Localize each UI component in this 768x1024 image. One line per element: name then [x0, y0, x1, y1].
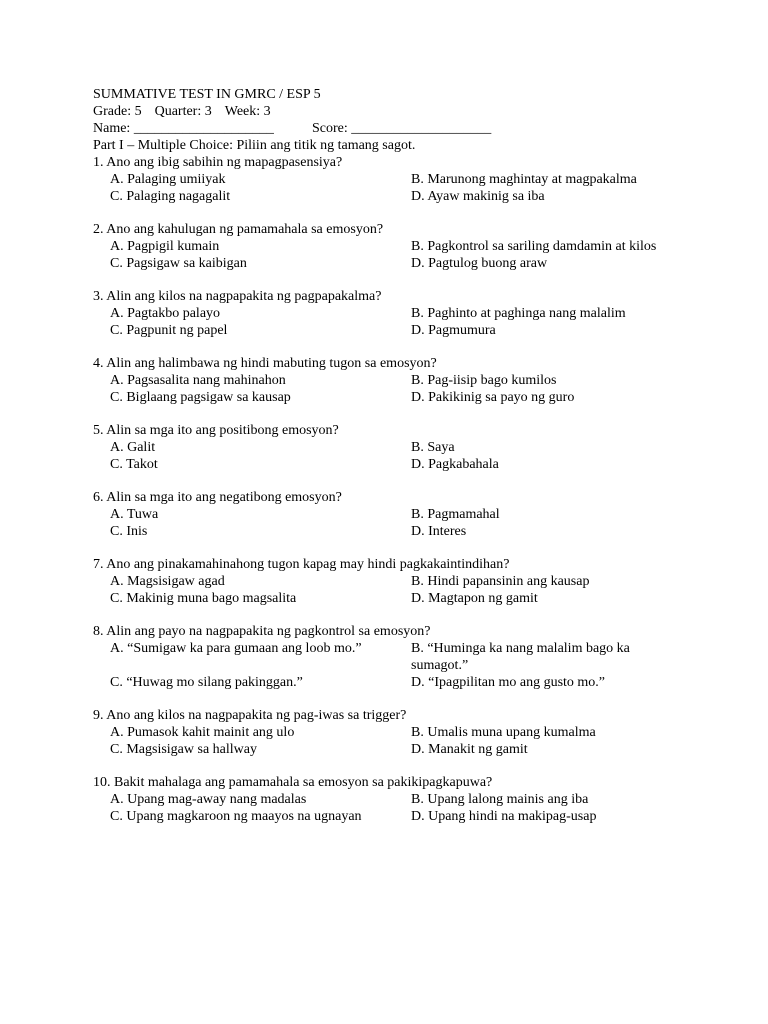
question-text: 10. Bakit mahalaga ang pamamahala sa emosyon sa pakikipagkapuwa?	[93, 775, 493, 790]
grade-quarter-week-row	[93, 103, 683, 120]
question-2	[93, 221, 683, 272]
spacer	[93, 607, 683, 623]
question-5	[93, 422, 683, 473]
week-label: Week: 3	[224, 104, 271, 119]
choice-a[interactable]: A. Magsisigaw agad	[110, 574, 225, 589]
choice-d[interactable]: D. Manakit ng gamit	[411, 742, 528, 757]
choice-d[interactable]: D. Pagmumura	[411, 323, 496, 338]
spacer	[93, 758, 683, 774]
choice-b[interactable]: B. Umalis muna upang kumalma	[411, 725, 596, 740]
choice-d[interactable]: D. Pakikinig sa payo ng guro	[411, 390, 575, 405]
choice-grid	[93, 791, 683, 825]
choice-a[interactable]: A. “Sumigaw ka para gumaan ang loob mo.”	[110, 641, 362, 656]
choice-grid	[93, 573, 683, 607]
choice-a[interactable]: A. Upang mag-away nang madalas	[110, 792, 307, 807]
choice-a[interactable]: A. Tuwa	[110, 507, 159, 522]
choice-grid	[93, 506, 683, 540]
question-10	[93, 774, 683, 825]
choice-d[interactable]: D. Magtapon ng gamit	[411, 591, 538, 606]
choice-c[interactable]: C. Magsisigaw sa hallway	[110, 742, 257, 757]
spacer	[93, 540, 683, 556]
choice-grid	[93, 640, 683, 691]
choice-a[interactable]: A. Galit	[110, 440, 156, 455]
choice-a[interactable]: A. Palaging umiiyak	[110, 172, 226, 187]
choice-d[interactable]: D. Interes	[411, 524, 467, 539]
question-text: 2. Ano ang kahulugan ng pamamahala sa emosyon?	[93, 222, 384, 237]
choice-grid	[93, 171, 683, 205]
question-text: 9. Ano ang kilos na nagpapakita ng pag-iwas sa trigger?	[93, 708, 407, 723]
choice-b[interactable]: B. “Huminga ka nang malalim bago ka sumagot.”	[411, 641, 630, 673]
spacer	[93, 406, 683, 422]
choice-c[interactable]: C. Pagsigaw sa kaibigan	[110, 256, 247, 271]
question-1	[93, 154, 683, 205]
name-field[interactable]: Name: ____________________	[93, 121, 274, 136]
choice-b[interactable]: B. Pagkontrol sa sariling damdamin at kilos	[411, 239, 657, 254]
choice-grid	[93, 724, 683, 758]
quarter-label: Quarter: 3	[154, 104, 212, 119]
choice-b[interactable]: B. Pagmamahal	[411, 507, 500, 522]
question-text: 8. Alin ang payo na nagpapakita ng pagkontrol sa emosyon?	[93, 624, 431, 639]
choice-a[interactable]: A. Pagpigil kumain	[110, 239, 220, 254]
choice-d[interactable]: D. Pagtulog buong araw	[411, 256, 548, 271]
choice-a[interactable]: A. Pumasok kahit mainit ang ulo	[110, 725, 295, 740]
grade-label: Grade: 5	[93, 104, 142, 119]
spacer	[93, 339, 683, 355]
score-field[interactable]: Score: ____________________	[312, 121, 492, 136]
choice-d[interactable]: D. Pagkabahala	[411, 457, 499, 472]
choice-c[interactable]: C. Takot	[110, 457, 158, 472]
question-text: 4. Alin ang halimbawa ng hindi mabuting tugon sa emosyon?	[93, 356, 437, 371]
question-8	[93, 623, 683, 691]
choice-c[interactable]: C. Upang magkaroon ng maayos na ugnayan	[110, 809, 362, 824]
choice-grid	[93, 238, 683, 272]
question-text: 3. Alin ang kilos na nagpapakita ng pagpapakalma?	[93, 289, 382, 304]
question-3	[93, 288, 683, 339]
choice-a[interactable]: A. Pagtakbo palayo	[110, 306, 221, 321]
choice-a[interactable]: A. Pagsasalita nang mahinahon	[110, 373, 286, 388]
document-title: SUMMATIVE TEST IN GMRC / ESP 5	[93, 87, 321, 102]
question-7	[93, 556, 683, 607]
question-text: 1. Ano ang ibig sabihin ng mapagpasensiya?	[93, 155, 343, 170]
choice-d[interactable]: D. “Ipagpilitan mo ang gusto mo.”	[411, 675, 606, 690]
choice-c[interactable]: C. “Huwag mo silang pakinggan.”	[110, 675, 303, 690]
choice-grid	[93, 305, 683, 339]
name-score-row	[93, 120, 683, 137]
question-text: 5. Alin sa mga ito ang positibong emosyon?	[93, 423, 339, 438]
choice-b[interactable]: B. Paghinto at paghinga nang malalim	[411, 306, 626, 321]
choice-c[interactable]: C. Biglaang pagsigaw sa kausap	[110, 390, 291, 405]
question-list	[93, 154, 683, 825]
spacer	[93, 272, 683, 288]
choice-c[interactable]: C. Pagpunit ng papel	[110, 323, 228, 338]
question-6	[93, 489, 683, 540]
question-text: 6. Alin sa mga ito ang negatibong emosyon?	[93, 490, 342, 505]
spacer	[93, 473, 683, 489]
choice-b[interactable]: B. Upang lalong mainis ang iba	[411, 792, 589, 807]
question-9	[93, 707, 683, 758]
choice-c[interactable]: C. Makinig muna bago magsalita	[110, 591, 297, 606]
question-text: 7. Ano ang pinakamahinahong tugon kapag may hindi pagkakaintindihan?	[93, 557, 510, 572]
choice-b[interactable]: B. Marunong maghintay at magpakalma	[411, 172, 637, 187]
choice-b[interactable]: B. Pag-iisip bago kumilos	[411, 373, 557, 388]
choice-b[interactable]: B. Hindi papansinin ang kausap	[411, 574, 590, 589]
choice-b[interactable]: B. Saya	[411, 440, 455, 455]
choice-grid	[93, 372, 683, 406]
choice-c[interactable]: C. Inis	[110, 524, 148, 539]
choice-d[interactable]: D. Upang hindi na makipag-usap	[411, 809, 597, 824]
instructions: Part I – Multiple Choice: Piliin ang titik ng tamang sagot.	[93, 138, 416, 153]
test-document	[93, 86, 683, 825]
question-4	[93, 355, 683, 406]
spacer	[93, 205, 683, 221]
choice-c[interactable]: C. Palaging nagagalit	[110, 189, 231, 204]
spacer	[93, 691, 683, 707]
choice-grid	[93, 439, 683, 473]
choice-d[interactable]: D. Ayaw makinig sa iba	[411, 189, 545, 204]
